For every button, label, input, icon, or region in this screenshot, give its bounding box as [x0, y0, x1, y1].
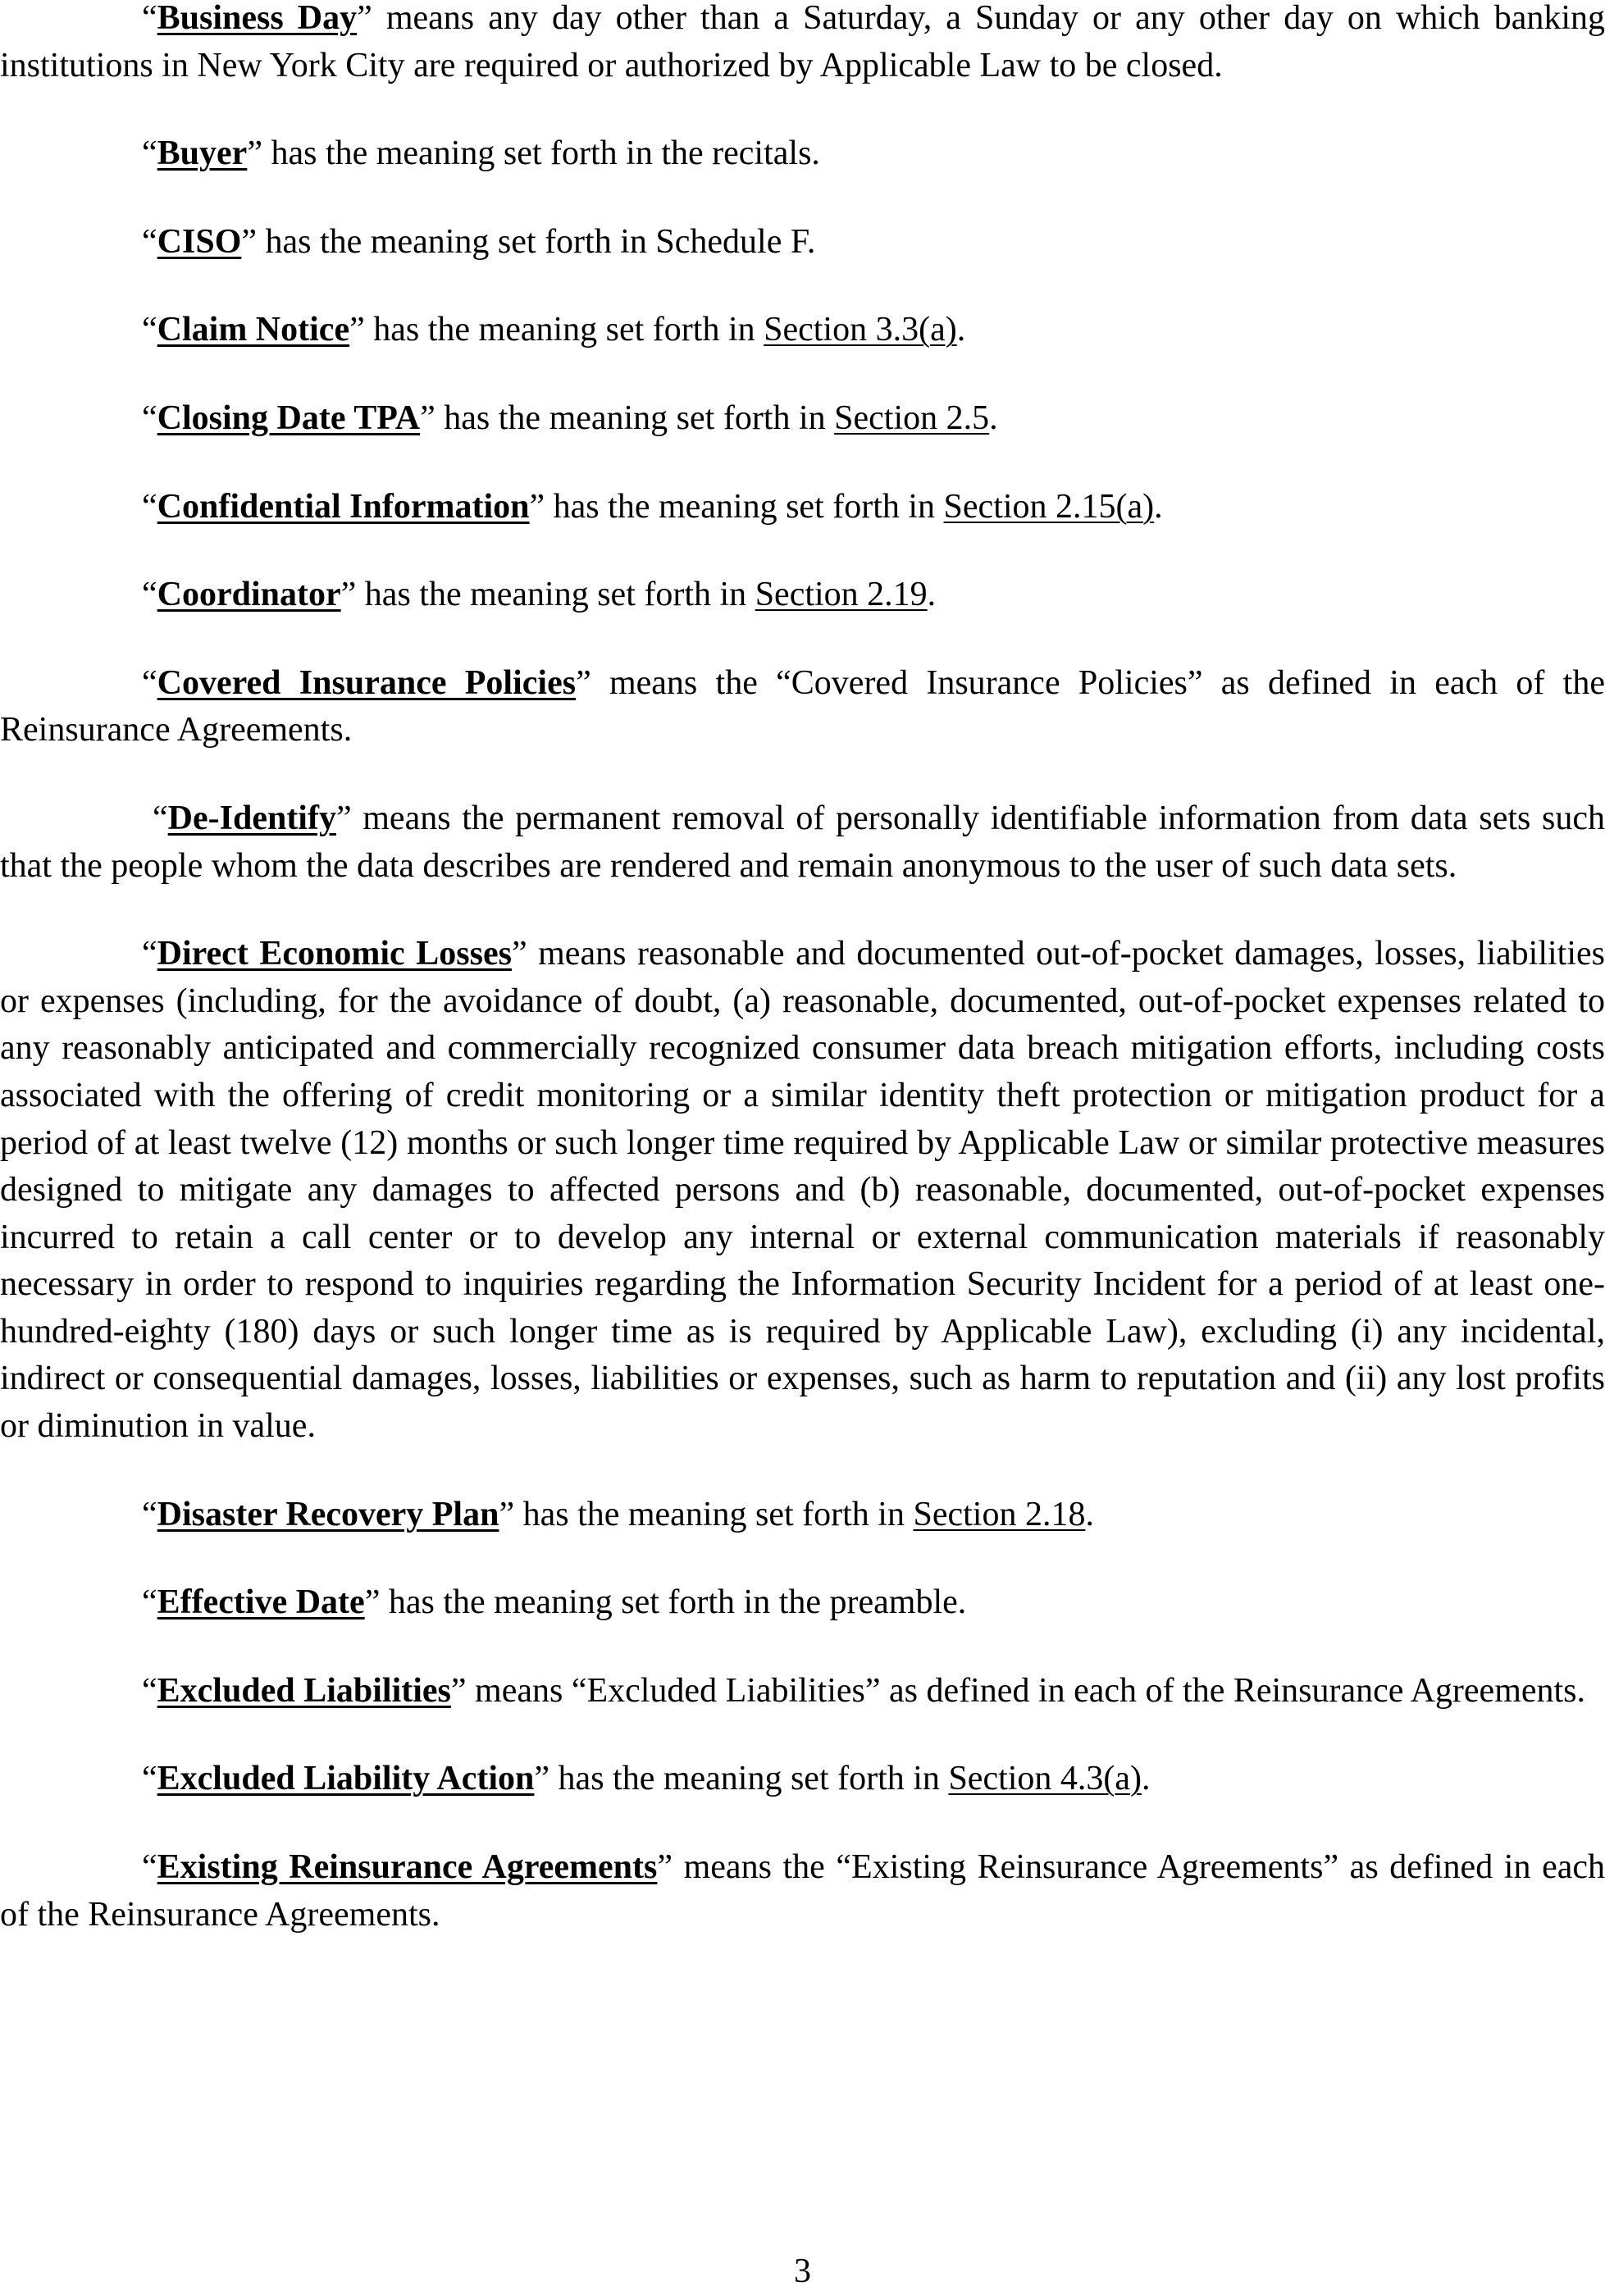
defined-term: Business Day	[157, 0, 358, 37]
definition-text: ” means “Excluded Liabilities” as defined in each of the Reinsurance Agreements.	[450, 1671, 1586, 1710]
open-quote: “	[142, 1495, 157, 1533]
punctuation: .	[989, 399, 998, 437]
punctuation: .	[956, 311, 966, 349]
open-quote: “	[142, 935, 157, 973]
definition-text: ” means any day other than a Saturday, a Sunday or any other day on which banking institutions in New York City are required or authorized by Applicable Law to be closed.	[0, 0, 1605, 84]
open-quote: “	[142, 1760, 157, 1798]
defined-term: Excluded Liabilities	[157, 1671, 451, 1710]
open-quote: “	[142, 134, 157, 173]
defined-term: Closing Date TPA	[157, 399, 421, 437]
definition-paragraph	[0, 0, 1605, 89]
open-quote: “	[142, 311, 157, 349]
definition-paragraph	[0, 484, 1605, 531]
definition-paragraph	[0, 1668, 1605, 1715]
definition-paragraph	[0, 1579, 1605, 1627]
definition-paragraph	[0, 130, 1605, 178]
open-quote: “	[142, 576, 157, 614]
defined-term: Disaster Recovery Plan	[157, 1495, 499, 1533]
open-quote: “	[142, 222, 157, 261]
open-quote: “	[142, 487, 157, 526]
definition-paragraph	[0, 219, 1605, 266]
definition-paragraph	[0, 307, 1605, 354]
definition-paragraph	[0, 1492, 1605, 1539]
section-reference: Section 2.18	[913, 1495, 1086, 1533]
section-reference: Section 2.5	[834, 399, 990, 437]
punctuation: .	[1154, 487, 1163, 526]
open-quote: “	[153, 799, 168, 837]
definition-paragraph	[0, 660, 1605, 754]
defined-term: Buyer	[157, 134, 248, 173]
defined-term: Excluded Liability Action	[157, 1760, 535, 1798]
definition-text: ” means the “Existing Reinsurance Agreements” as defined in each of the Reinsurance Agreements.	[0, 1848, 1605, 1934]
open-quote: “	[142, 399, 157, 437]
open-quote: “	[142, 1583, 157, 1622]
definition-paragraph	[0, 795, 1605, 890]
definition-text: ” has the meaning set forth in	[534, 1760, 949, 1798]
definition-text: ” has the meaning set forth in	[529, 487, 944, 526]
definition-text: ” means the permanent removal of personally identifiable information from data sets such that the people whom the data describes are rendered and remain anonymous to the user of such data sets.	[0, 799, 1605, 885]
defined-term: Covered Insurance Policies	[157, 663, 577, 702]
definition-paragraph	[0, 931, 1605, 1451]
defined-term: Confidential Information	[157, 487, 530, 526]
section-reference: Section 2.15(a)	[943, 487, 1155, 526]
definition-text: ” means reasonable and documented out-of-pocket damages, losses, liabilities or expenses (including, for the avoidance of doubt, (a) reasonable, documented, out-of-pocket expenses related to any reasonably anticipated and commercially recognized consumer data breach mitigation efforts, including costs associated with the offering of credit monitoring or a similar identity theft protection or mitigation product for a period of at least twelve (12) months or such longer time required by Applicable Law or similar protective measures designed to mitigate any damages to affected persons and (b) reasonable, documented, out-of-pocket expenses incurred to retain a call center or to develop any internal or external communication materials if reasonably necessary in order to respond to inquiries regarding the Information Security Incident for a period of at least one-hundred-eighty (180) days or such longer time as is required by Applicable Law), excluding (i) any incidental, indirect or consequential damages, losses, liabilities or expenses, such as harm to reputation and (ii) any lost profits or diminution in value.	[0, 935, 1605, 1446]
punctuation: .	[1142, 1760, 1151, 1798]
defined-term: De-Identify	[167, 799, 336, 837]
definition-text: ” means the “Covered Insurance Policies” as defined in each of the Reinsurance Agreements.	[0, 663, 1605, 749]
punctuation: .	[1085, 1495, 1094, 1533]
definition-text: ” has the meaning set forth in	[349, 311, 764, 349]
defined-term: Claim Notice	[157, 311, 350, 349]
section-reference: Section 4.3(a)	[948, 1760, 1142, 1798]
defined-term: Effective Date	[157, 1583, 365, 1622]
section-reference: Section 3.3(a)	[764, 311, 957, 349]
defined-term: CISO	[157, 222, 242, 261]
definition-text: ” has the meaning set forth in	[340, 576, 755, 614]
definition-text: ” has the meaning set forth in the recitals.	[247, 134, 820, 173]
open-quote: “	[142, 663, 157, 702]
definition-paragraph	[0, 395, 1605, 443]
open-quote: “	[142, 1671, 157, 1710]
punctuation: .	[927, 576, 937, 614]
open-quote: “	[142, 0, 157, 37]
defined-term: Existing Reinsurance Agreements	[157, 1848, 658, 1887]
page-number: 3	[794, 2253, 811, 2290]
definition-text: ” has the meaning set forth in	[420, 399, 835, 437]
definition-text: ” has the meaning set forth in	[499, 1495, 914, 1533]
defined-term: Direct Economic Losses	[157, 935, 512, 973]
defined-term: Coordinator	[157, 576, 341, 614]
definition-paragraph	[0, 1844, 1605, 1938]
definition-paragraph	[0, 1756, 1605, 1803]
section-reference: Section 2.19	[755, 576, 928, 614]
definition-text: ” has the meaning set forth in Schedule F.	[241, 222, 816, 261]
definition-paragraph	[0, 572, 1605, 619]
open-quote: “	[142, 1848, 157, 1887]
definition-text: ” has the meaning set forth in the preamble.	[364, 1583, 967, 1622]
